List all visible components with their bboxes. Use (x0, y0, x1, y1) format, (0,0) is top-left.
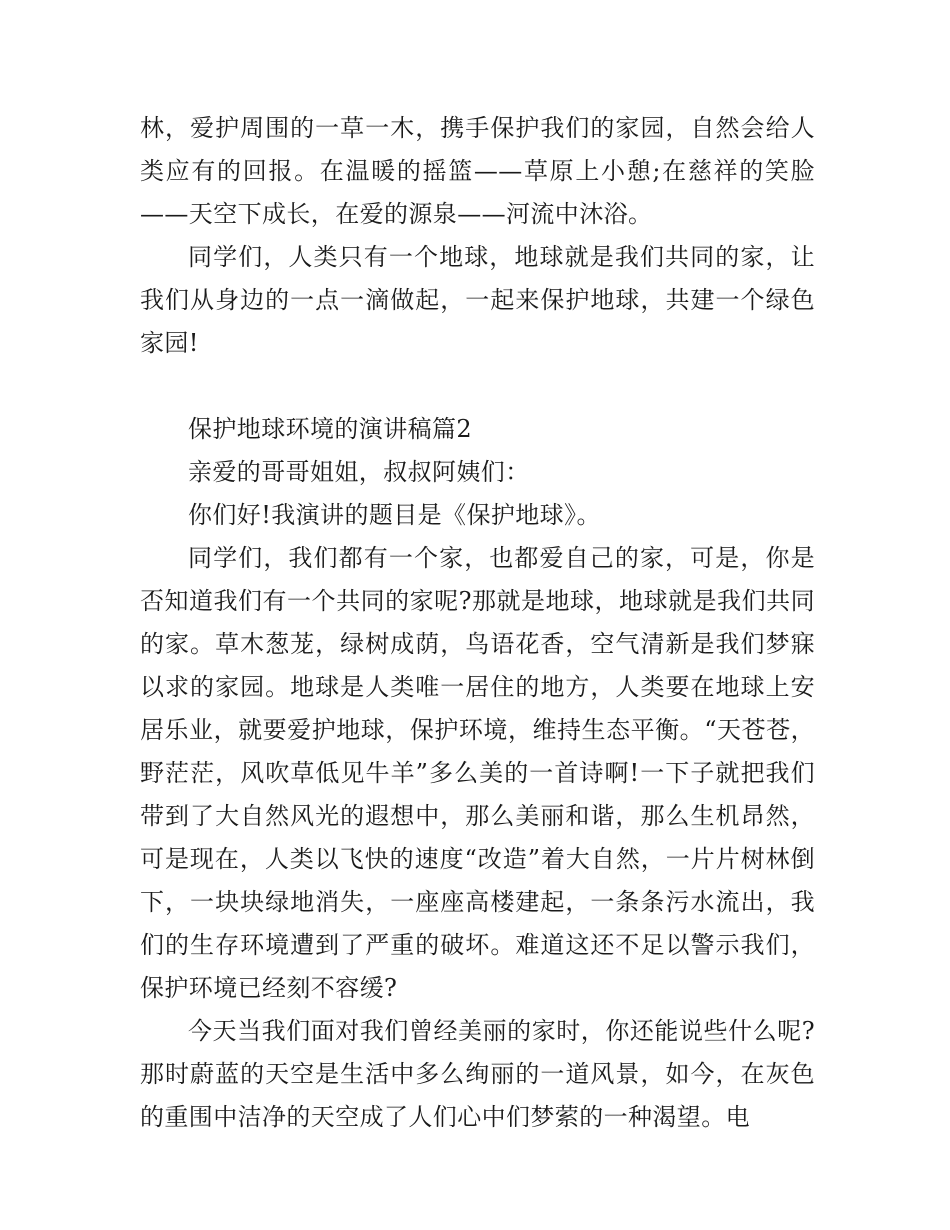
paragraph-body: 同学们，我们都有一个家，也都爱自己的家，可是，你是否知道我们有一个共同的家呢?那就是地球，地球就是我们共同的家。草木葱茏，绿树成荫，鸟语花香，空气清新是我们梦寐以求的家园。地球是人类唯一居住的地方，人类要在地球上安居乐业，就要爱护地球，保护环境，维持生态平衡。“天苍苍，野茫茫，风吹草低见牛羊”多么美的一首诗啊!一下子就把我们带到了大自然风光的遐想中，那么美丽和谐，那么生机昂然，可是现在，人类以飞快的速度“改造”着大自然，一片片树林倒下，一块块绿地消失，一座座高楼建起，一条条污水流出，我们的生存环境遭到了严重的破坏。难道这还不足以警示我们，保护环境已经刻不容缓? (140, 544, 815, 1002)
section-heading: 保护地球环境的演讲稿篇2 (188, 415, 473, 443)
section-spacer (140, 365, 815, 408)
document-body (140, 107, 815, 1139)
paragraph-continued: 林，爱护周围的一草一木，携手保护我们的家园，自然会给人类应有的回报。在温暖的摇篮——草原上小憩;在慈祥的笑脸——天空下成长，在爱的源泉——河流中沐浴。 (140, 114, 815, 228)
paragraph-conclusion: 同学们，人类只有一个地球，地球就是我们共同的家，让我们从身边的一点一滴做起，一起来保护地球，共建一个绿色家园! (140, 243, 815, 357)
paragraph-body-continued: 今天当我们面对我们曾经美丽的家时，你还能说些什么呢?那时蔚蓝的天空是生活中多么绚丽的一道风景，如今，在灰色的重围中洁净的天空成了人们心中们梦萦的一种渴望。电 (140, 1017, 815, 1131)
intro-line: 你们好!我演讲的题目是《保护地球》。 (188, 501, 601, 529)
greeting-line: 亲爱的哥哥姐姐，叔叔阿姨们： (188, 458, 530, 486)
